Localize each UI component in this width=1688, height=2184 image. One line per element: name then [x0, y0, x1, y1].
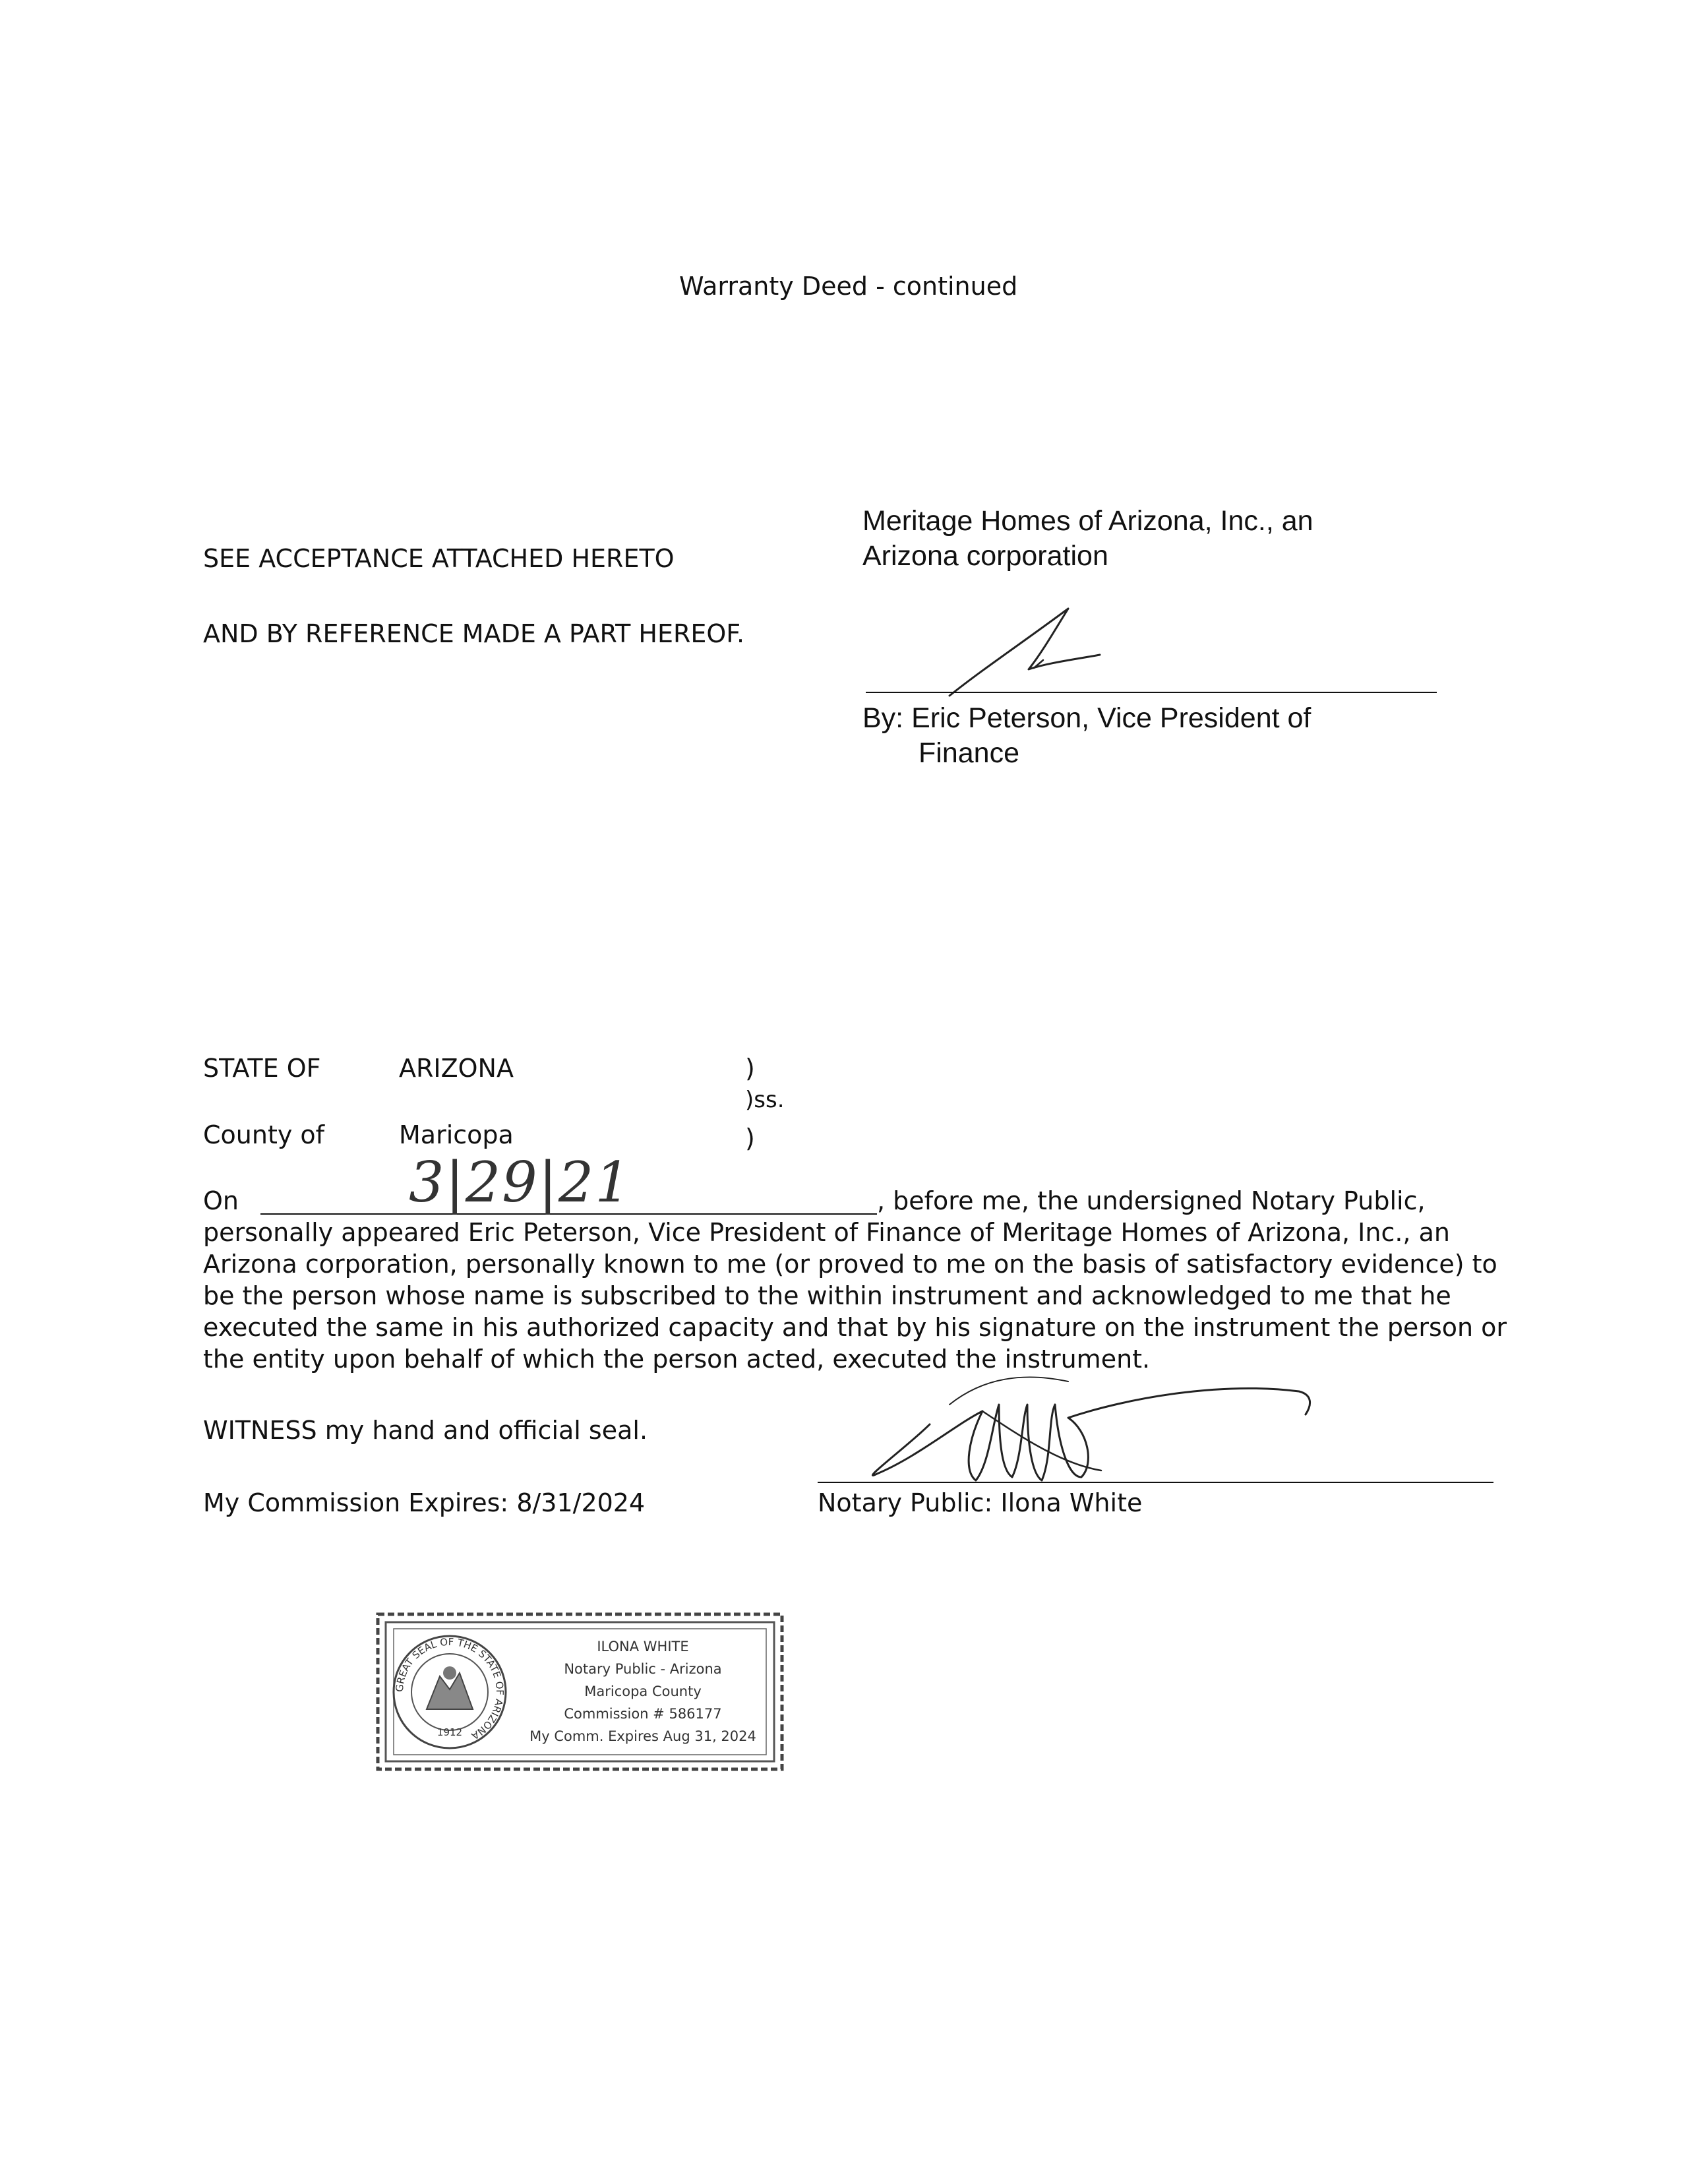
grantor-name-line-1: Meritage Homes of Arizona, Inc., an	[862, 505, 1313, 537]
seal-ring-text: GREAT SEAL OF THE STATE OF ARIZONA	[393, 1635, 506, 1742]
venue-paren-close: )	[745, 1124, 755, 1153]
on-label: On	[203, 1186, 239, 1215]
acknowledgment-paragraph	[203, 1217, 1522, 1375]
seal-notary-name: ILONA WHITE	[597, 1639, 689, 1654]
notary-signature	[851, 1365, 1325, 1497]
witness-line: WITNESS my hand and official seal.	[203, 1416, 648, 1445]
ack-line: executed the same in his authorized capacity and that by his signature on the instrument the person or	[203, 1313, 1507, 1342]
ack-first-line-tail: , before me, the undersigned Notary Public,	[877, 1186, 1426, 1215]
commission-expires: My Commission Expires: 8/31/2024	[203, 1488, 646, 1517]
venue-paren-open: )	[745, 1054, 755, 1083]
acceptance-line-1: SEE ACCEPTANCE ATTACHED HERETO	[203, 544, 675, 573]
notary-seal	[374, 1610, 786, 1773]
notary-signature-line	[818, 1482, 1493, 1483]
seal-expires: My Comm. Expires Aug 31, 2024	[529, 1728, 756, 1744]
venue-ss: )ss.	[745, 1087, 785, 1113]
seal-year: 1912	[437, 1726, 463, 1738]
ack-line: Arizona corporation, personally known to me (or proved to me on the basis of satisfactory evidence) to	[203, 1250, 1497, 1279]
handwritten-date: 3|29|21	[409, 1150, 632, 1215]
seal-commission: Commission # 586177	[564, 1706, 722, 1722]
page-header: Warranty Deed - continued	[679, 272, 1018, 301]
state-value: ARIZONA	[399, 1054, 514, 1083]
grantor-signature	[923, 603, 1121, 702]
seal-county: Maricopa County	[584, 1684, 702, 1699]
ack-line: personally appeared Eric Peterson, Vice President of Finance of Meritage Homes of Arizona, Inc., an	[203, 1218, 1450, 1247]
seal-sun-icon	[443, 1666, 456, 1680]
ack-line: be the person whose name is subscribed to the within instrument and acknowledged to me that he	[203, 1281, 1451, 1310]
grantor-signature-line	[866, 692, 1437, 693]
ack-line: the entity upon behalf of which the person acted, executed the instrument.	[203, 1345, 1151, 1374]
county-value: Maricopa	[399, 1120, 514, 1149]
acceptance-line-2: AND BY REFERENCE MADE A PART HEREOF.	[203, 619, 745, 648]
grantor-name-line-2: Arizona corporation	[862, 540, 1108, 572]
seal-notary-title: Notary Public - Arizona	[564, 1661, 722, 1677]
notary-public-name: Notary Public: Ilona White	[818, 1488, 1143, 1517]
grantor-signer-line-2: Finance	[919, 737, 1019, 769]
county-label: County of	[203, 1120, 325, 1149]
state-label: STATE OF	[203, 1054, 321, 1083]
grantor-signer-line-1: By: Eric Peterson, Vice President of	[862, 702, 1311, 734]
